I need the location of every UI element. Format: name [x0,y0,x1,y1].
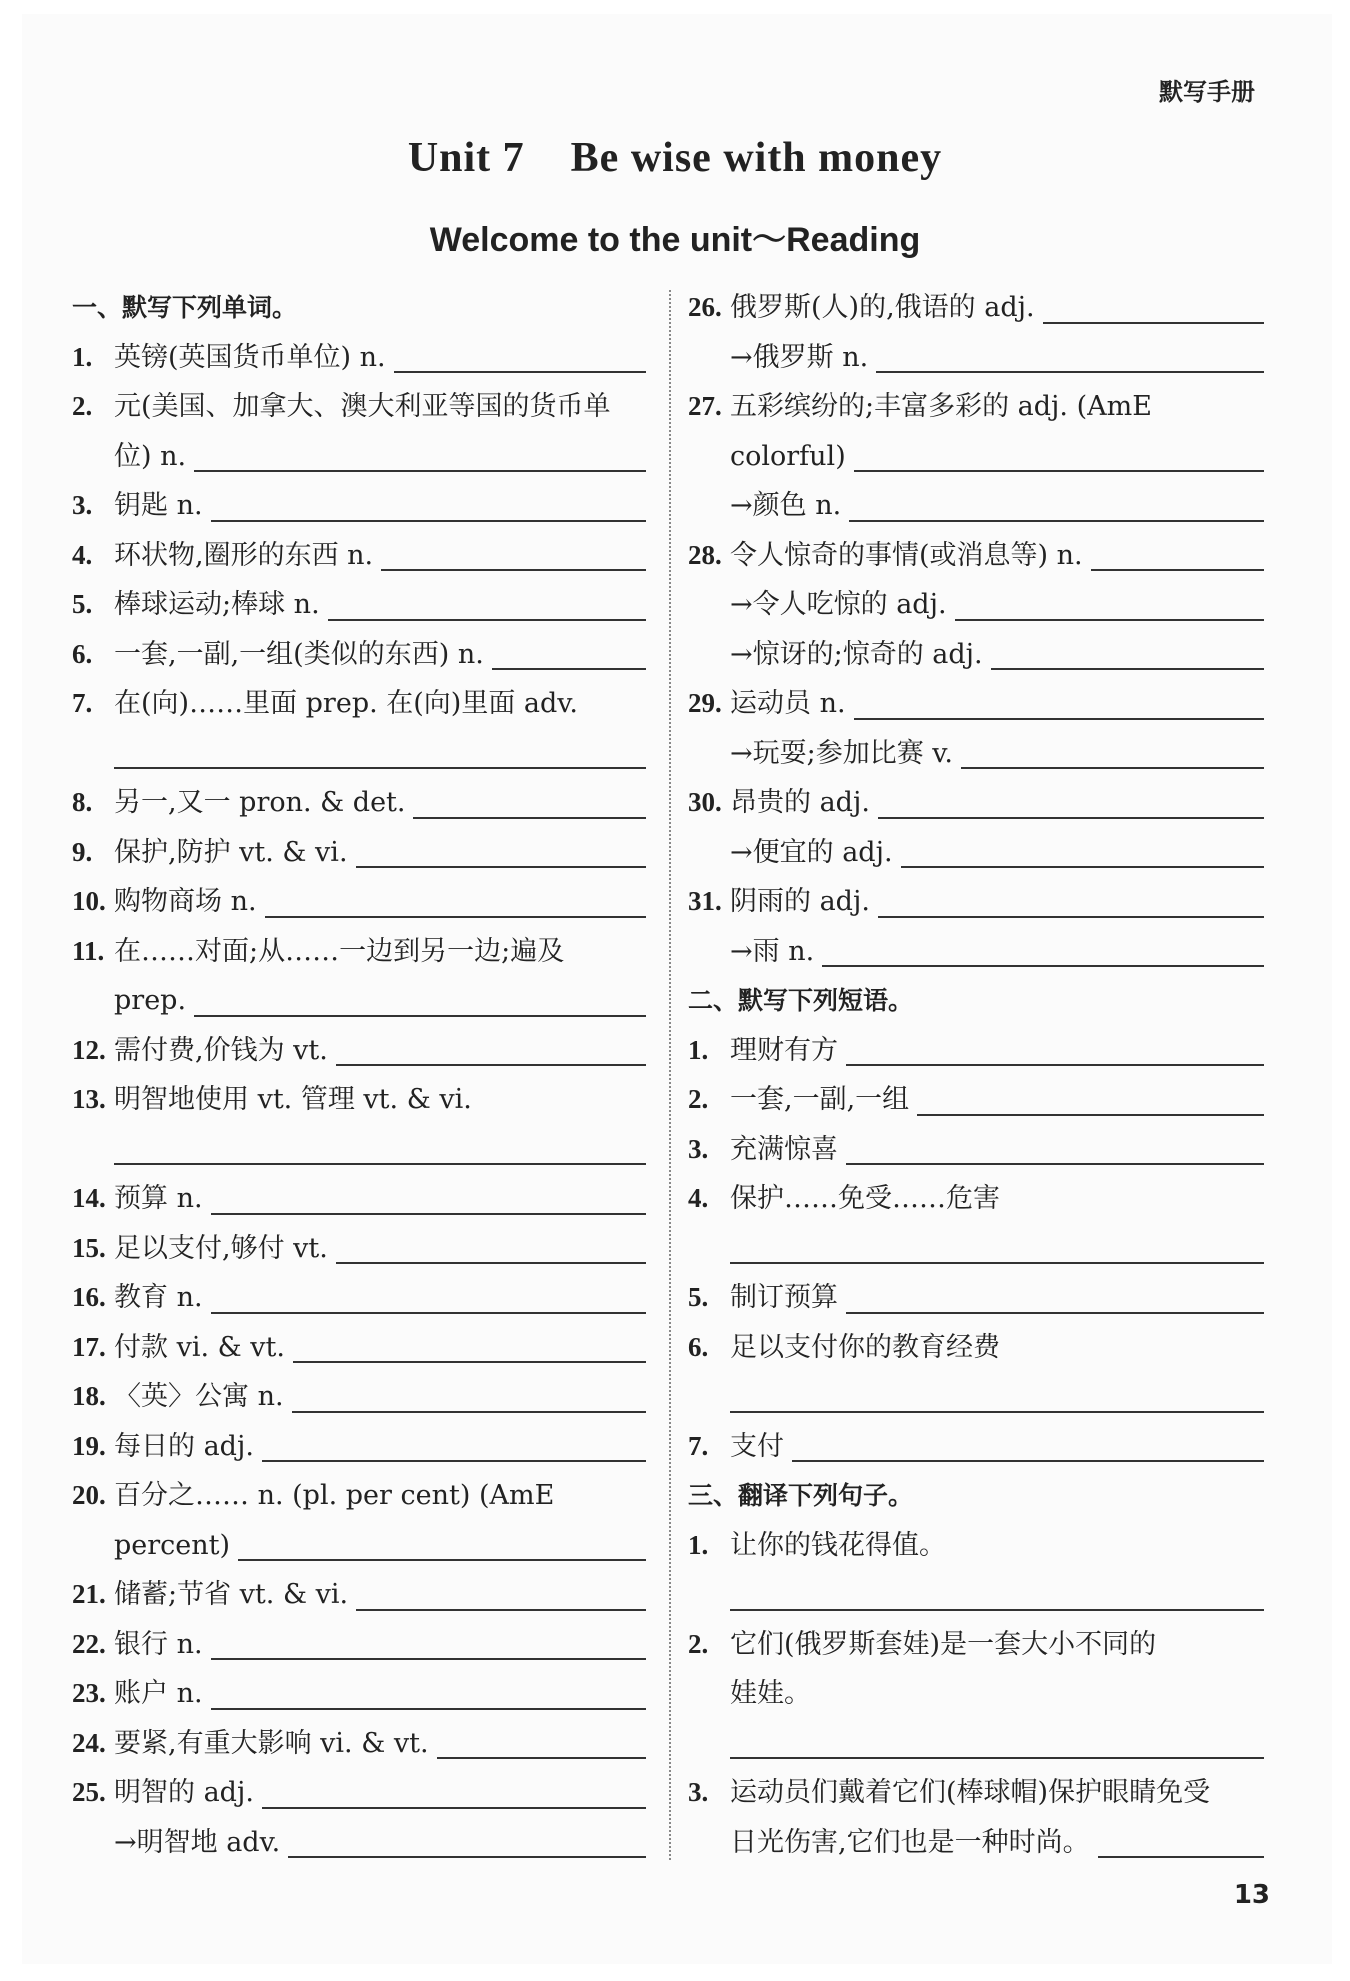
exercise-continuation [72,1818,646,1868]
item-prompt: 制订预算 [730,1282,838,1313]
item-prompt: →便宜的 adj. [730,836,893,868]
item-number: 6. [72,638,93,669]
item-number: 16. [72,1282,106,1312]
exercise-item [688,1521,1264,1571]
answer-blank[interactable] [917,1084,1264,1116]
answer-blank[interactable] [394,341,646,373]
item-number: 31. [688,886,722,916]
exercise-item [688,382,1264,432]
exercise-item [688,531,1264,581]
item-prompt: 令人惊奇的事情(或消息等) n. [730,539,1083,571]
item-number: 19. [72,1430,106,1461]
answer-blank[interactable] [211,490,646,522]
answer-blank[interactable] [211,1628,646,1660]
item-prompt: 在(向)……里面 prep. 在(向)里面 adv. [114,688,578,719]
answer-blank[interactable] [730,1381,1264,1413]
item-prompt: 一套,一副,一组 [730,1084,910,1115]
answer-row [688,1372,1264,1422]
exercise-item [688,1075,1264,1125]
exercise-item [72,1422,646,1472]
answer-blank[interactable] [1098,1826,1264,1858]
answer-blank[interactable] [114,737,646,769]
exercise-item [72,1570,646,1620]
exercise-item [72,1719,646,1769]
item-number: 13. [72,1084,106,1114]
answer-row [72,1125,646,1175]
answer-blank[interactable] [211,1183,646,1215]
exercise-continuation [688,828,1264,878]
item-prompt: →雨 n. [730,935,815,967]
item-prompt: 需付费,价钱为 vt. [114,1034,328,1066]
exercise-continuation [688,630,1264,680]
item-number: 18. [72,1381,106,1411]
answer-blank[interactable] [730,1579,1264,1611]
item-number: 22. [72,1628,106,1659]
item-prompt: 预算 n. [114,1183,203,1214]
answer-blank[interactable] [356,836,646,868]
exercise-continuation [72,432,646,482]
exercise-continuation [688,729,1264,779]
item-number: 11. [72,935,105,966]
answer-blank[interactable] [211,1282,646,1314]
answer-blank[interactable] [336,1232,646,1264]
exercise-item [72,1669,646,1719]
answer-blank[interactable] [194,985,646,1017]
exercise-item [688,1125,1264,1175]
item-number: 21. [72,1579,106,1609]
exercise-item [688,1026,1264,1076]
item-prompt: 昂贵的 adj. [730,787,870,818]
answer-blank[interactable] [846,1034,1264,1066]
exercise-item [72,1372,646,1422]
item-number: 30. [688,787,722,817]
item-prompt: →颜色 n. [730,490,842,521]
exercise-item [688,1174,1264,1224]
answer-blank[interactable] [792,1430,1264,1462]
section-heading-text: 一、默写下列单词。 [72,293,298,322]
answer-blank[interactable] [194,440,646,472]
answer-blank[interactable] [292,1381,646,1413]
exercise-item [688,1620,1264,1670]
item-number: 5. [72,589,93,619]
item-prompt: 它们(俄罗斯套娃)是一套大小不同的 [730,1628,1157,1660]
item-number: 7. [688,1430,709,1461]
item-number: 2. [688,1084,709,1114]
item-prompt: prep. [114,985,187,1016]
item-number: 5. [688,1282,709,1312]
answer-blank[interactable] [262,1430,646,1462]
answer-row [72,729,646,779]
item-prompt: 充满惊喜 [730,1133,838,1165]
item-prompt: 英镑(英国货币单位) n. [114,341,386,373]
exercise-item [688,877,1264,927]
exercise-item [688,283,1264,333]
item-prompt: 明智的 adj. [114,1777,254,1808]
item-prompt: 俄罗斯(人)的,俄语的 adj. [730,292,1035,323]
item-number: 15. [72,1232,106,1263]
item-prompt: 储蓄;节省 vt. & vi. [114,1579,349,1610]
item-number: 4. [72,539,93,570]
item-prompt: 保护,防护 vt. & vi. [114,836,348,868]
item-prompt: 一套,一副,一组(类似的东西) n. [114,638,484,670]
answer-blank[interactable] [1043,292,1264,324]
item-prompt: 购物商场 n. [114,886,257,917]
answer-blank[interactable] [854,440,1264,472]
item-number: 12. [72,1034,106,1065]
item-prompt: 棒球运动;棒球 n. [114,589,320,620]
column-divider [669,290,671,1860]
answer-blank[interactable] [878,787,1264,819]
exercise-item [72,333,646,383]
item-number: 9. [72,836,93,867]
item-number: 3. [688,1133,709,1164]
exercise-item [72,630,646,680]
exercise-item [72,1224,646,1274]
item-number: 3. [72,490,93,520]
answer-blank[interactable] [730,1727,1264,1759]
item-prompt: 保护……免受……危害 [730,1183,1000,1214]
item-number: 28. [688,539,722,570]
item-number: 20. [72,1480,106,1510]
answer-blank[interactable] [876,341,1264,373]
item-prompt: 银行 n. [114,1628,203,1660]
item-prompt: →令人吃惊的 adj. [730,589,947,620]
exercise-item [72,1273,646,1323]
answer-row [688,1570,1264,1620]
item-prompt: →惊讶的;惊奇的 adj. [730,638,983,670]
answer-blank[interactable] [955,589,1264,621]
answer-blank[interactable] [328,589,646,621]
section-heading-text: 三、翻译下列句子。 [688,1481,914,1510]
item-number: 8. [72,787,93,817]
exercise-item [72,877,646,927]
item-number: 6. [688,1331,709,1362]
exercise-item [72,1620,646,1670]
answer-blank[interactable] [901,836,1264,868]
exercise-item [72,1026,646,1076]
section-heading-text: 二、默写下列短语。 [688,986,914,1015]
item-prompt: 付款 vi. & vt. [114,1331,285,1363]
item-prompt: 教育 n. [114,1282,203,1313]
item-number: 24. [72,1727,106,1758]
answer-blank[interactable] [336,1034,646,1066]
item-number: 29. [688,688,722,718]
lesson-subtitle: Welcome to the unit～Reading [429,221,921,259]
item-number: 25. [72,1777,106,1807]
answer-blank[interactable] [961,737,1264,769]
unit-title: Unit 7 Be wise with money [407,135,943,181]
item-prompt: →俄罗斯 n. [730,341,869,373]
exercise-item [72,580,646,630]
exercise-continuation [688,333,1264,383]
item-prompt: 元(美国、加拿大、澳大利亚等国的货币单 [114,391,611,422]
item-prompt: 日光伤害,它们也是一种时尚。 [730,1826,1090,1858]
item-prompt: 账户 n. [114,1678,203,1709]
answer-blank[interactable] [238,1529,646,1561]
answer-blank[interactable] [492,638,646,670]
exercise-item [72,1323,646,1373]
exercise-item [72,481,646,531]
exercise-continuation [688,1669,1264,1719]
item-prompt: 运动员 n. [730,688,846,719]
exercise-item [688,778,1264,828]
item-number: 10. [72,886,106,916]
exercise-item [72,1768,646,1818]
exercise-item [72,927,646,977]
exercise-continuation [688,481,1264,531]
item-prompt: 理财有方 [730,1034,838,1066]
answer-blank[interactable] [991,638,1264,670]
exercise-continuation [688,1818,1264,1868]
item-prompt: 要紧,有重大影响 vi. & vt. [114,1727,429,1759]
item-prompt: →明智地 adv. [114,1826,281,1858]
item-number: 23. [72,1678,106,1708]
item-prompt: 在……对面;从……一边到另一边;遍及 [114,935,565,967]
answer-blank[interactable] [437,1727,646,1759]
answer-blank[interactable] [265,886,646,918]
item-prompt: 百分之…… n. (pl. per cent) (AmE [114,1480,555,1511]
item-number: 7. [72,688,93,718]
section-heading [72,283,646,333]
answer-blank[interactable] [878,886,1264,918]
item-prompt: 钥匙 n. [114,490,203,521]
answer-blank[interactable] [381,539,646,571]
answer-blank[interactable] [822,935,1264,967]
exercise-item [688,1422,1264,1472]
exercise-item [688,1768,1264,1818]
item-prompt: 让你的钱花得值。 [730,1529,946,1561]
item-number: 2. [688,1628,709,1659]
exercise-continuation [72,976,646,1026]
exercise-continuation [688,927,1264,977]
item-prompt: 五彩缤纷的;丰富多彩的 adj. (AmE [730,391,1152,422]
exercise-continuation [688,432,1264,482]
item-number: 1. [688,1034,709,1065]
item-prompt: 明智地使用 vt. 管理 vt. & vi. [114,1084,472,1115]
answer-row [688,1719,1264,1769]
item-prompt: percent) [114,1529,231,1561]
answer-row [688,1224,1264,1274]
section-heading [688,976,1264,1026]
exercise-item [72,382,646,432]
answer-blank[interactable] [356,1579,646,1611]
exercise-item [72,828,646,878]
item-number: 2. [72,391,93,421]
answer-blank[interactable] [1091,539,1264,571]
item-number: 14. [72,1183,106,1213]
item-prompt: 位) n. [114,440,187,472]
exercise-item [688,1273,1264,1323]
item-number: 1. [688,1529,709,1560]
item-prompt: 阴雨的 adj. [730,886,870,917]
item-prompt: →玩耍;参加比赛 v. [730,737,953,769]
answer-blank[interactable] [849,490,1264,522]
item-number: 17. [72,1331,106,1362]
exercise-item [72,679,646,729]
answer-blank[interactable] [730,1232,1264,1264]
exercise-item [72,1174,646,1224]
exercise-item [688,1323,1264,1373]
item-prompt: 环状物,圈形的东西 n. [114,539,374,571]
exercise-item [72,1471,646,1521]
handbook-label: 默写手册 [1159,78,1255,106]
item-prompt: 娃娃。 [730,1678,811,1709]
answer-blank[interactable] [114,1133,646,1165]
item-number: 27. [688,391,722,421]
answer-blank[interactable] [211,1678,646,1710]
item-prompt: 支付 [730,1430,784,1462]
exercise-item [72,531,646,581]
item-prompt: 足以支付,够付 vt. [114,1232,328,1264]
item-prompt: colorful) [730,440,846,472]
left-column [72,283,646,1867]
section-heading [688,1471,1264,1521]
exercise-item [72,1075,646,1125]
exercise-continuation [72,1521,646,1571]
item-number: 4. [688,1183,709,1213]
item-number: 26. [688,292,722,322]
item-prompt: 运动员们戴着它们(棒球帽)保护眼睛免受 [730,1777,1211,1808]
item-prompt: 另一,又一 pron. & det. [114,787,406,818]
item-number: 3. [688,1777,709,1807]
answer-blank[interactable] [854,688,1264,720]
item-prompt: 〈英〉公寓 n. [114,1381,284,1412]
exercise-item [72,778,646,828]
exercise-continuation [688,580,1264,630]
answer-blank[interactable] [293,1331,646,1363]
answer-blank[interactable] [413,787,646,819]
item-prompt: 足以支付你的教育经费 [730,1331,1000,1363]
answer-blank[interactable] [288,1826,646,1858]
page-number: 13 [1233,1880,1270,1910]
item-number: 1. [72,341,93,372]
answer-blank[interactable] [262,1777,646,1809]
exercise-item [688,679,1264,729]
answer-blank[interactable] [846,1133,1264,1165]
answer-blank[interactable] [846,1282,1264,1314]
item-prompt: 每日的 adj. [114,1430,254,1462]
right-column [688,283,1264,1867]
